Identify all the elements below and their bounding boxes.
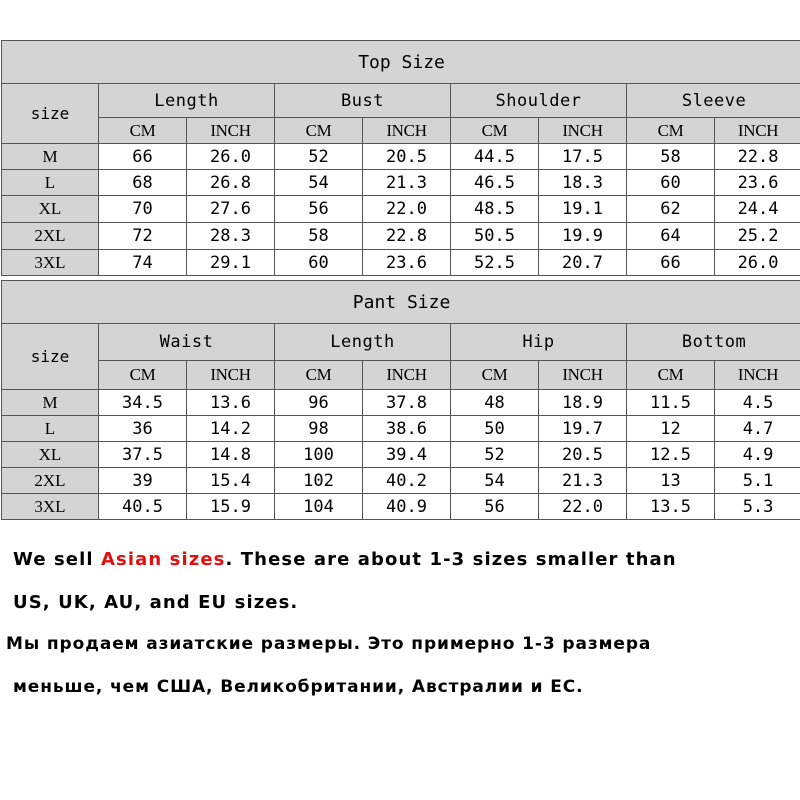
table-cell: 22.0: [363, 196, 451, 223]
table-cell: 48.5: [451, 196, 539, 223]
table-cell: 5.1: [715, 468, 800, 494]
table-cell: 46.5: [451, 170, 539, 196]
table-cell: 60: [627, 170, 715, 196]
table-cell: 21.3: [363, 170, 451, 196]
table-cell: 36: [99, 416, 187, 442]
table-cell: 5.3: [715, 494, 800, 520]
table-cell: 19.9: [539, 223, 627, 250]
group-header-row: [2, 324, 800, 361]
table-cell: 15.4: [187, 468, 275, 494]
size-column-header: size: [2, 324, 99, 390]
table-title-row: [2, 41, 800, 84]
table-row: [2, 494, 800, 520]
table-cell: 27.6: [187, 196, 275, 223]
length-header: Length: [275, 324, 451, 361]
table-cell: 17.5: [539, 144, 627, 170]
table-cell: 14.2: [187, 416, 275, 442]
table-cell: 23.6: [715, 170, 800, 196]
table-cell: 25.2: [715, 223, 800, 250]
table-cell: 56: [275, 196, 363, 223]
table-cell: 70: [99, 196, 187, 223]
table-cell: 52.5: [451, 250, 539, 276]
unit-header: INCH: [539, 361, 627, 390]
table-cell: 50.5: [451, 223, 539, 250]
table-cell: 96: [275, 390, 363, 416]
table-cell: 4.7: [715, 416, 800, 442]
table-cell: 40.2: [363, 468, 451, 494]
size-note-ru-line2: меньше, чем США, Великобритании, Австралии и ЕС.: [13, 677, 584, 697]
table-cell: 44.5: [451, 144, 539, 170]
group-header-row: [2, 84, 800, 118]
table-cell: 39: [99, 468, 187, 494]
table-row: [2, 196, 800, 223]
table-cell: 11.5: [627, 390, 715, 416]
size-label: 3XL: [2, 250, 99, 276]
table-cell: 66: [99, 144, 187, 170]
note-prefix: We sell: [13, 549, 102, 570]
table-cell: 38.6: [363, 416, 451, 442]
unit-header: INCH: [363, 361, 451, 390]
table-cell: 64: [627, 223, 715, 250]
table-cell: 37.5: [99, 442, 187, 468]
size-note-en-line1: [13, 549, 677, 570]
table-cell: 54: [275, 170, 363, 196]
table-row: [2, 416, 800, 442]
table-cell: 48: [451, 390, 539, 416]
table-cell: 58: [275, 223, 363, 250]
bottom-header: Bottom: [627, 324, 800, 361]
pant-size-title: Pant Size: [2, 281, 800, 324]
unit-header: CM: [451, 361, 539, 390]
table-cell: 22.0: [539, 494, 627, 520]
table-cell: 104: [275, 494, 363, 520]
table-cell: 58: [627, 144, 715, 170]
table-row: [2, 223, 800, 250]
table-row: [2, 250, 800, 276]
table-cell: 40.5: [99, 494, 187, 520]
table-cell: 19.7: [539, 416, 627, 442]
table-cell: 14.8: [187, 442, 275, 468]
bust-header: Bust: [275, 84, 451, 118]
size-label: 3XL: [2, 494, 99, 520]
table-cell: 19.1: [539, 196, 627, 223]
shoulder-header: Shoulder: [451, 84, 627, 118]
size-column-header: size: [2, 84, 99, 144]
unit-header: CM: [627, 361, 715, 390]
top-size-title: Top Size: [2, 41, 800, 84]
table-cell: 22.8: [715, 144, 800, 170]
table-cell: 50: [451, 416, 539, 442]
size-label: M: [2, 144, 99, 170]
length-header: Length: [99, 84, 275, 118]
table-cell: 26.0: [187, 144, 275, 170]
table-cell: 18.3: [539, 170, 627, 196]
table-cell: 66: [627, 250, 715, 276]
table-cell: 23.6: [363, 250, 451, 276]
table-cell: 60: [275, 250, 363, 276]
size-note-ru-line1: Мы продаем азиатские размеры. Это примерно 1-3 размера: [6, 634, 652, 654]
table-cell: 12.5: [627, 442, 715, 468]
size-note-en-line2: US, UK, AU, and EU sizes.: [13, 592, 299, 613]
unit-header: CM: [451, 118, 539, 144]
table-cell: 62: [627, 196, 715, 223]
table-cell: 40.9: [363, 494, 451, 520]
hip-header: Hip: [451, 324, 627, 361]
table-title-row: [2, 281, 800, 324]
table-row: [2, 390, 800, 416]
size-label: M: [2, 390, 99, 416]
table-row: [2, 442, 800, 468]
table-cell: 98: [275, 416, 363, 442]
size-label: XL: [2, 442, 99, 468]
asian-sizes-highlight: Asian sizes: [101, 549, 226, 570]
size-label: 2XL: [2, 468, 99, 494]
table-cell: 20.5: [363, 144, 451, 170]
unit-header: INCH: [539, 118, 627, 144]
top-size-table: [1, 40, 800, 276]
size-label: XL: [2, 196, 99, 223]
table-cell: 20.5: [539, 442, 627, 468]
table-cell: 13: [627, 468, 715, 494]
table-cell: 22.8: [363, 223, 451, 250]
table-cell: 56: [451, 494, 539, 520]
table-cell: 34.5: [99, 390, 187, 416]
waist-header: Waist: [99, 324, 275, 361]
table-cell: 52: [451, 442, 539, 468]
unit-header: CM: [99, 118, 187, 144]
table-cell: 68: [99, 170, 187, 196]
table-row: [2, 170, 800, 196]
note-suffix: . These are about 1-3 sizes smaller than: [225, 549, 677, 570]
table-cell: 72: [99, 223, 187, 250]
table-cell: 12: [627, 416, 715, 442]
unit-header: INCH: [715, 118, 800, 144]
table-cell: 4.5: [715, 390, 800, 416]
pant-size-table: [1, 280, 800, 520]
table-cell: 26.0: [715, 250, 800, 276]
table-cell: 100: [275, 442, 363, 468]
table-cell: 24.4: [715, 196, 800, 223]
table-cell: 74: [99, 250, 187, 276]
unit-header: CM: [627, 118, 715, 144]
unit-header: INCH: [363, 118, 451, 144]
table-row: [2, 144, 800, 170]
unit-header: CM: [99, 361, 187, 390]
table-row: [2, 468, 800, 494]
table-cell: 20.7: [539, 250, 627, 276]
unit-header: INCH: [187, 118, 275, 144]
unit-header: INCH: [715, 361, 800, 390]
table-cell: 28.3: [187, 223, 275, 250]
table-cell: 54: [451, 468, 539, 494]
table-cell: 26.8: [187, 170, 275, 196]
table-cell: 39.4: [363, 442, 451, 468]
size-label: L: [2, 416, 99, 442]
size-label: 2XL: [2, 223, 99, 250]
unit-header-row: [2, 361, 800, 390]
table-cell: 52: [275, 144, 363, 170]
unit-header: CM: [275, 361, 363, 390]
size-label: L: [2, 170, 99, 196]
unit-header: CM: [275, 118, 363, 144]
unit-header-row: [2, 118, 800, 144]
table-cell: 15.9: [187, 494, 275, 520]
table-cell: 102: [275, 468, 363, 494]
table-cell: 37.8: [363, 390, 451, 416]
unit-header: INCH: [187, 361, 275, 390]
table-cell: 18.9: [539, 390, 627, 416]
table-cell: 13.6: [187, 390, 275, 416]
table-cell: 13.5: [627, 494, 715, 520]
sleeve-header: Sleeve: [627, 84, 800, 118]
table-cell: 21.3: [539, 468, 627, 494]
table-cell: 29.1: [187, 250, 275, 276]
table-cell: 4.9: [715, 442, 800, 468]
